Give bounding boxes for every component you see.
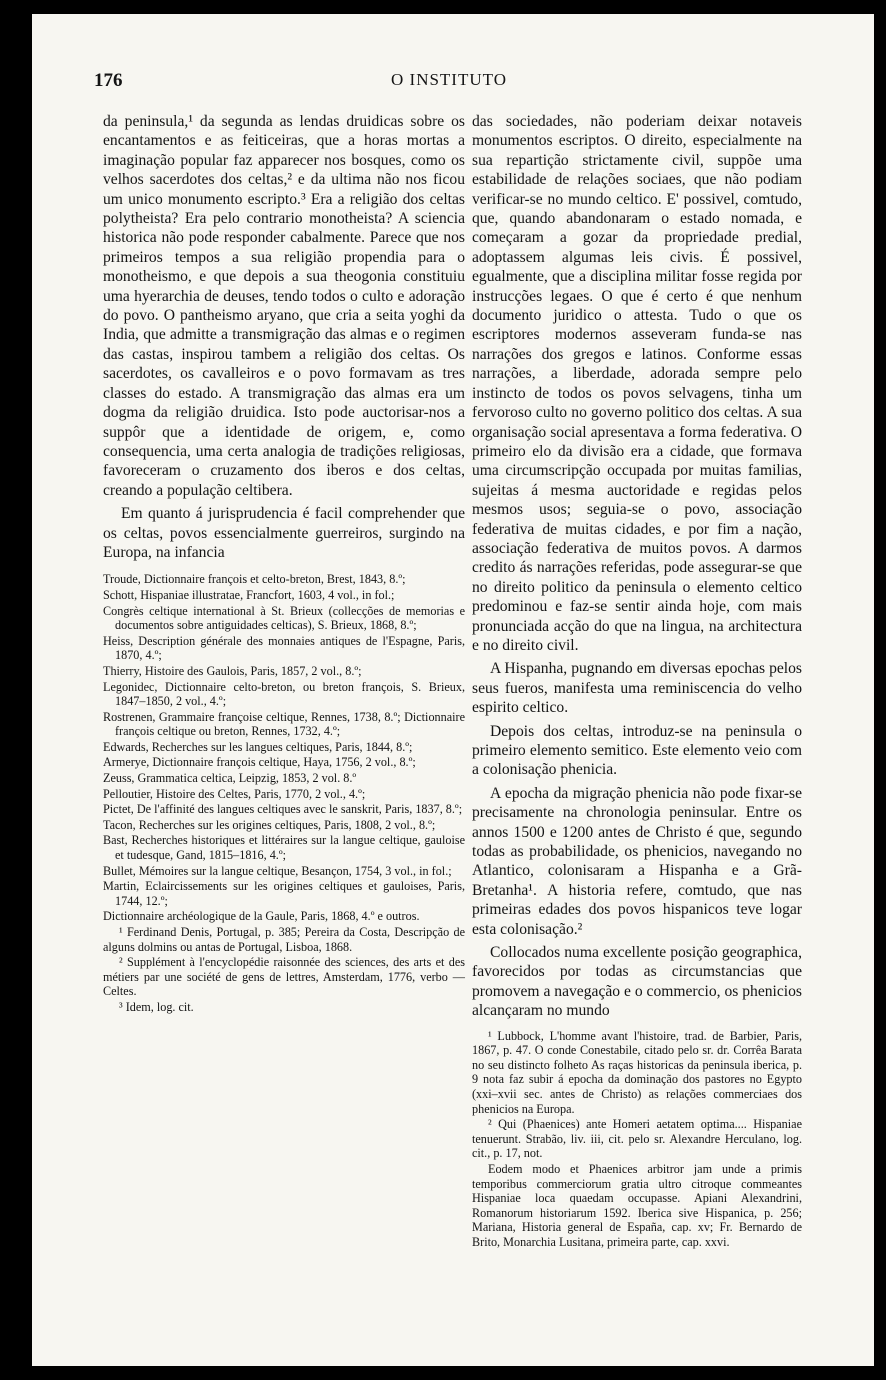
footnote: ² Qui (Phaenices) ante Homeri aetatem optima.... Hispaniae tenuerunt. Strabão, liv. iii, cit. pelo sr. Alexandre Herculano, log. cit., p. 17, not. <box>472 1117 802 1161</box>
bibliography-entry: Edwards, Recherches sur les langues celtiques, Paris, 1844, 8.º; <box>103 739 413 754</box>
bibliography-list <box>103 572 465 924</box>
bibliography-entry: Legonidec, Dictionnaire celto-breton, ou breton françois, S. Brieux, 1847–1850, 2 vol., 4.º; <box>103 679 465 709</box>
paragraph: das sociedades, não poderiam deixar notaveis monumentos escriptos. O direito, especialmente na sua repartição strictamente civil, suppõe uma estabilidade de relações sociaes, que não podiam verificar-se no mundo celtico. E' possivel, comtudo, que, quando abandonaram o estado nomada, e começaram a gozar da propriedade predial, adoptassem algumas leis civis. É possivel, egualmente, que a disciplina militar fosse regida por instrucções legaes. O que é certo é que nenhum documento juridico o attesta. Tudo o que os escriptores modernos asseveram funda-se nas narrações dos gregos e latinos. Conforme essas narrações, a liberdade, adorada sempre pelo instincto de todos os povos selvagens, tinha um fervoroso culto no governo politico dos celtas. A sua organisação social apresentava a forma federativa. O primeiro elo da divisão era a cidade, que formava uma circumscripção occupada por muitas familias, sujeitas á mesma auctoridade e regidas pelos mesmos usos; seguia-se o povo, associação federativa de muitas cidades, e por fim a nação, associação federativa de muitos povos. A darmos credito ás narrações referidas, pode assegurar-se que no direito politico da peninsula o elemento celtico predominou e faz-se sentir ainda hoje, com mais pronunciada acção do que na lingua, na architectura e no direito civil. <box>472 113 802 654</box>
footnote: ² Supplément à l'encyclopédie raisonnée des sciences, des arts et des métiers par une société de gens de lettres, Amsterdam, 1776, verbo — Celtes. <box>103 955 465 999</box>
paragraph: Depois dos celtas, introduz-se na peninsula o primeiro elemento semitico. Este elemento veio com a colonisação phenicia. <box>472 722 802 779</box>
right-column <box>472 112 802 1251</box>
footnote: ¹ Ferdinand Denis, Portugal, p. 385; Pereira da Costa, Descripção de alguns dolmins ou antas de Portugal, Lisboa, 1868. <box>103 925 465 954</box>
page-number: 176 <box>94 70 123 91</box>
bibliography-entry: Armerye, Dictionnaire françois celtique, Haya, 1756, 2 vol., 8.º; <box>103 755 416 770</box>
left-body-text <box>103 112 465 562</box>
bibliography-entry: Martin, Eclaircissements sur les origines celtiques et gauloises, Paris, 1744, 12.º; <box>103 879 465 908</box>
bibliography-entry: Pelloutier, Histoire des Celtes, Paris, 1770, 2 vol., 4.º; <box>103 786 366 801</box>
bibliography-entry: Schott, Hispaniae illustratae, Francfort, 1603, 4 vol., in fol.; <box>103 587 395 602</box>
bibliography-entry: Tacon, Recherches sur les origines celtiques, Paris, 1808, 2 vol., 8.º; <box>103 817 436 832</box>
bibliography-entry: Troude, Dictionnaire françois et celto-breton, Brest, 1843, 8.º; <box>103 572 406 587</box>
bibliography-entry: Heiss, Description générale des monnaies antiques de l'Espagne, Paris, 1870, 4.º; <box>103 633 465 663</box>
page-header <box>94 70 804 100</box>
left-footnotes <box>103 925 465 1015</box>
footnote: ¹ Lubbock, L'homme avant l'histoire, trad. de Barbier, Paris, 1867, p. 47. O conde Conestabile, citado pelo sr. dr. Corrêa Barata no seu distincto folheto As raças historicas da peninsula iberica, p. 9 nota faz subir á epocha da dominação dos pastores no Egypto (xxi–xvii sec. antes de Christo) as relações commerciaes dos phenicios na Europa. <box>472 1028 802 1116</box>
footnote: ³ Idem, log. cit. <box>119 999 194 1014</box>
bibliography-entry: Bullet, Mémoires sur la langue celtique, Besançon, 1754, 3 vol., in fol.; <box>103 863 452 878</box>
bibliography-entry: Bast, Recherches historiques et littéraires sur la langue celtique, gauloise et tudesque, Gand, 1815–1816, 4.º; <box>103 833 465 863</box>
bibliography-entry: Zeuss, Grammatica celtica, Leipzig, 1853, 2 vol. 8.º <box>103 771 357 786</box>
running-title: O INSTITUTO <box>391 70 507 89</box>
bibliography-entry: Thierry, Histoire des Gaulois, Paris, 1857, 2 vol., 8.º; <box>103 663 362 678</box>
bibliography-entry: Pictet, De l'affinité des langues celtiques avec le sanskrit, Paris, 1837, 8.º; <box>103 802 463 817</box>
paragraph: A Hispanha, pugnando em diversas epochas pelos seus fueros, manifesta uma reminiscencia do velho espirito celtico. <box>472 660 802 717</box>
paragraph: A epocha da migração phenicia não pode fixar-se precisamente na chronologia peninsular. Entre os annos 1500 e 1200 antes de Christo é que, segundo todas as probabilidade, os phenicios, navegando no Atlantico, colonisaram a Hispanha e a Grã-Bretanha¹. A historia refere, comtudo, que nas primeiras edades dos povos hispanicos teve logar esta colonisação.² <box>472 784 802 938</box>
paragraph: da peninsula,¹ da segunda as lendas druidicas sobre os encantamentos e as feiticeiras, que a horas mortas a imaginação popular faz apparecer nos bosques, como os velhos sacerdotes dos celtas,² e da ultima não nos ficou um unico monumento escripto.³ Era a religião dos celtas polytheista? Era pelo contrario monotheista? A sciencia historica não pode responder cabalmente. Parece que nos primeiros tempos a sua religião propendia para o monotheismo, e que depois a sua theogonia constituiu uma hyerarchia de deuses, tendo todos o culto e adoração do povo. O pantheismo aryano, que cria a seita yoghi da India, que admitte a transmigração das almas e o regimen das castas, inspirou tambem a religião dos celtas. Os sacerdotes, os cavalleiros e o povo formavam as tres classes do estado. A transmigração das almas era um dogma da religião druidica. Isto pode auctorisar-nos a suppôr que a identidade de origem, e, como consequencia, uma certa analogia de tradições religiosas, favoreceram o cruzamento dos iberos e dos celtas, creando a população celtibera. <box>103 113 465 499</box>
paragraph: Collocados numa excellente posição geographica, favorecidos por todas as circumstancias que promovem a navegação e o commercio, os phenicios alcançaram no mundo <box>472 944 802 1020</box>
bibliography-entry: Dictionnaire archéologique de la Gaule, Paris, 1868, 4.º e outros. <box>103 909 420 924</box>
bibliography-entry: Congrès celtique international à St. Brieux (collecções de memorias e documentos sobre antiguidades celticas), S. Brieux, 1868, 8.º; <box>103 603 465 633</box>
right-body-text <box>472 112 802 1021</box>
footnote: Eodem modo et Phaenices arbitror jam unde a primis temporibus commerciorum gratia ultro citroque commeantes Hispaniae loca quaedam occupasse. Apiani Alexandrini, Romanorum historiarum 1592. Iberica sive Hispanica, p. 256; Mariana, Historia general de España, cap. xv; Fr. Bernardo de Brito, Monarchia Lusitana, primeira parte, cap. xxvi. <box>472 1162 802 1249</box>
right-footnotes <box>472 1029 802 1250</box>
bibliography-entry: Rostrenen, Grammaire françoise celtique, Rennes, 1738, 8.º; Dictionnaire françois celtique ou breton, Rennes, 1732, 4.º; <box>103 709 465 739</box>
left-column <box>103 112 465 1016</box>
paragraph: Em quanto á jurisprudencia é facil comprehender que os celtas, povos essencialmente guerreiros, surgindo na Europa, na infancia <box>103 505 465 561</box>
